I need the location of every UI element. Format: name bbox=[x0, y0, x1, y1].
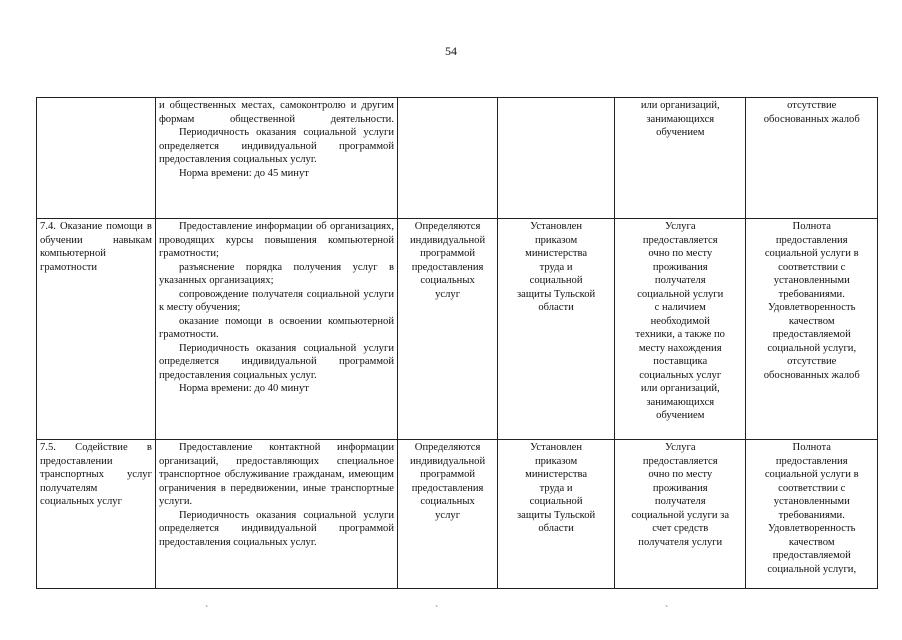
volume-cell bbox=[398, 98, 498, 219]
conditions-text: или организаций, занимающихся обучением bbox=[640, 100, 720, 138]
description-cell bbox=[155, 440, 397, 589]
description-paragraph: Периодичность оказания социальной услуги определяется индивидуальной программой предоставления социальных услуг. bbox=[158, 509, 394, 548]
quality-text: отсутствие обоснованных жалоб bbox=[763, 100, 860, 125]
standard-cell bbox=[498, 98, 615, 219]
scan-mark: ` bbox=[435, 605, 439, 616]
quality-text: Полнота предоставления социальной услуги в соответствии с установленными требованиями. Удовлетворенность качеством предоставляемой социальной услуги, bbox=[764, 442, 859, 575]
standard-cell bbox=[498, 219, 615, 440]
service-name-cell bbox=[37, 219, 156, 440]
table-row bbox=[37, 219, 878, 440]
volume-cell bbox=[398, 219, 498, 440]
standard-cell bbox=[498, 440, 615, 589]
standard-text: Установлен приказом министерства труда и социальной защиты Тульской области bbox=[516, 221, 596, 313]
conditions-cell bbox=[615, 440, 746, 589]
table-row bbox=[37, 98, 878, 219]
description-cell bbox=[155, 219, 397, 440]
services-table bbox=[36, 97, 878, 589]
volume-text: Определяются индивидуальной программой предоставления социальных услуг bbox=[409, 442, 486, 521]
service-name: 7.5. Содействие в предоставлении транспортных услуг получателям социальных услуг bbox=[40, 442, 152, 507]
description-paragraph: Предоставление информации об организациях, проводящих курсы повышения компьютерной грамотности; bbox=[158, 221, 394, 259]
conditions-cell bbox=[615, 219, 746, 440]
description-paragraph: Периодичность оказания социальной услуги определяется индивидуальной программой предоставления социальных услуг. bbox=[158, 342, 394, 381]
volume-cell bbox=[398, 440, 498, 589]
conditions-cell bbox=[615, 98, 746, 219]
quality-cell bbox=[746, 98, 878, 219]
quality-cell bbox=[746, 219, 878, 440]
service-name: 7.4. Оказание помощи в обучении навыкам компьютерной грамотности bbox=[40, 221, 152, 273]
quality-cell bbox=[746, 440, 878, 589]
scan-mark: ` bbox=[205, 605, 209, 616]
description-paragraph: сопровождение получателя социальной услуги к месту обучения; bbox=[158, 288, 394, 313]
description-paragraph: Периодичность оказания социальной услуги определяется индивидуальной программой предоставления социальных услуг. bbox=[158, 127, 394, 165]
description-paragraph: Норма времени: до 45 минут bbox=[178, 167, 309, 179]
page-number: 54 bbox=[445, 44, 457, 58]
service-name-cell bbox=[37, 98, 156, 219]
standard-text: Установлен приказом министерства труда и социальной защиты Тульской области bbox=[516, 442, 596, 534]
conditions-text: Услуга предоставляется очно по месту проживания получателя социальной услуги за счет средств получателя услуги bbox=[631, 442, 730, 548]
description-paragraph: оказание помощи в освоении компьютерной грамотности. bbox=[158, 315, 394, 340]
volume-text: Определяются индивидуальной программой предоставления социальных услуг bbox=[409, 221, 486, 300]
footer-marks bbox=[0, 605, 902, 615]
description-paragraph: Норма времени: до 40 минут bbox=[178, 383, 309, 394]
service-name-cell bbox=[37, 440, 156, 589]
description-cell bbox=[155, 98, 397, 219]
description-paragraph: Предоставление контактной информации организаций, предоставляющих специальное транспортное обслуживание гражданам, имеющим ограничения в передвижении, иные транспортные услуги. bbox=[158, 442, 394, 507]
description-paragraph: разъяснение порядка получения услуг в указанных организациях; bbox=[158, 261, 394, 286]
description-paragraph: и общественных местах, самоконтролю и другим формам общественной деятельности. bbox=[158, 100, 394, 125]
conditions-text: Услуга предоставляется очно по месту проживания получателя социальной услуги с наличием необходимой техники, а также по месту нахождения поставщика социальных услуг или организаций, занимающихся обучением bbox=[635, 221, 725, 421]
scan-mark: ` bbox=[665, 605, 669, 616]
quality-text: Полнота предоставления социальной услуги в соответствии с установленными требованиями. Удовлетворенность качеством предоставляемой социальной услуги, отсутствие обоснованных жалоб bbox=[763, 221, 860, 381]
table-row bbox=[37, 440, 878, 589]
